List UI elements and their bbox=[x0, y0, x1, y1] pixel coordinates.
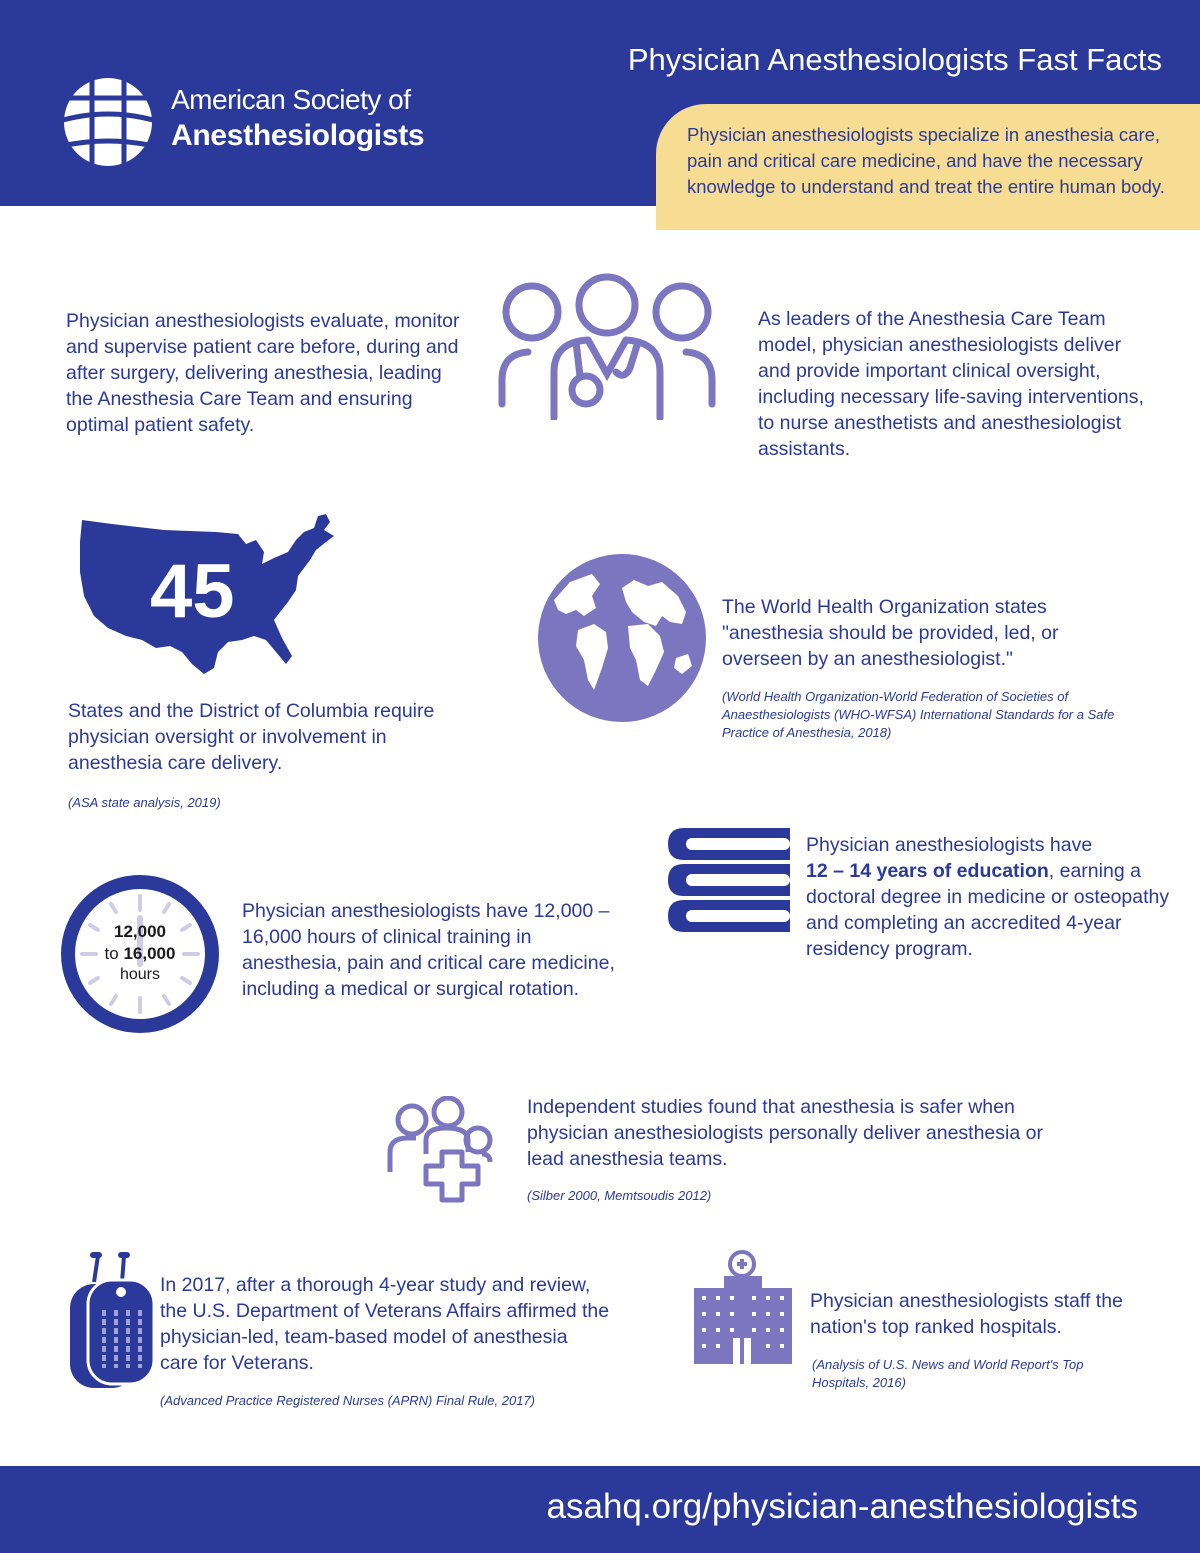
hospitals-citation: (Analysis of U.S. News and World Report's Top Hospitals, 2016) bbox=[812, 1357, 1084, 1390]
family-cross-icon bbox=[386, 1096, 506, 1208]
studies-text: Independent studies found that anesthesia is safer when physician anesthesiologists personally deliver anesthesia or lead anesthesia teams. bbox=[527, 1096, 1043, 1170]
books-icon bbox=[664, 826, 794, 936]
org-name-line2: Anesthesiologists bbox=[171, 119, 425, 152]
va-citation: (Advanced Practice Registered Nurses (APRN) Final Rule, 2017) bbox=[160, 1393, 535, 1408]
states-number: 45 bbox=[150, 549, 235, 634]
states-citation: (ASA state analysis, 2019) bbox=[68, 795, 221, 810]
intro-text: Physician anesthesiologists specialize in anesthesia care, pain and critical care medicine, and have the necessary knowledge to understand and treat the entire human body. bbox=[687, 124, 1165, 197]
asa-logo-icon bbox=[52, 76, 164, 168]
education-text-pre: Physician anesthesiologists have bbox=[806, 834, 1093, 856]
org-name-line1: American Society of bbox=[171, 84, 411, 115]
clock-line2-number: 16,000 bbox=[123, 944, 176, 963]
states-text: States and the District of Columbia require physician oversight or involvement in anesthesia care delivery. bbox=[68, 700, 435, 774]
footer-url-link[interactable]: asahq.org/physician-anesthesiologists bbox=[546, 1487, 1138, 1526]
hours-text: Physician anesthesiologists have 12,000 – 16,000 hours of clinical training in anesthesia, pain and critical care medicine, including a medical or surgical rotation. bbox=[242, 900, 615, 1000]
education-text-post: , earning a doctoral degree in medicine or osteopathy and completing an accredited 4-year residency program. bbox=[806, 860, 1170, 960]
hospital-icon bbox=[690, 1250, 800, 1366]
clock-line3: hours bbox=[119, 966, 161, 983]
care-team-left-text: Physician anesthesiologists evaluate, monitor and supervise patient care before, during and after surgery, delivering anesthesia, leading the Anesthesia Care Team and ensuring optimal patient safety. bbox=[66, 310, 460, 436]
dog-tags-icon bbox=[64, 1252, 156, 1392]
hospitals-text: Physician anesthesiologists staff the nation's top ranked hospitals. bbox=[810, 1290, 1123, 1338]
globe-icon bbox=[536, 552, 708, 724]
education-text bbox=[806, 832, 1176, 962]
clock-line1: 12,000 bbox=[114, 922, 166, 941]
studies-citation: (Silber 2000, Memtsoudis 2012) bbox=[527, 1188, 712, 1203]
care-team-icon bbox=[488, 272, 726, 420]
clock-line2 bbox=[86, 943, 194, 965]
care-team-right-text: As leaders of the Anesthesia Care Team model, physician anesthesiologists deliver and provide important clinical oversight, including necessary life-saving interventions, to nurse anesthetists and anesthesiologist assistants. bbox=[758, 308, 1144, 460]
who-citation: (World Health Organization-World Federation of Societies of Anaesthesiologists (WHO-WFSA) International Standards for a Safe Practice of Anesthesia, 2018) bbox=[722, 689, 1115, 740]
va-text: In 2017, after a thorough 4-year study and review, the U.S. Department of Veterans Affairs affirmed the physician-led, team-based model of anesthesia care for Veterans. bbox=[160, 1274, 610, 1374]
education-years: 12 – 14 years of education bbox=[806, 860, 1049, 882]
page-title: Physician Anesthesiologists Fast Facts bbox=[627, 42, 1162, 77]
clock-line2-to: to bbox=[104, 944, 119, 963]
who-text: The World Health Organization states "anesthesia should be provided, led, or overseen by an anesthesiologist." bbox=[722, 596, 1059, 670]
